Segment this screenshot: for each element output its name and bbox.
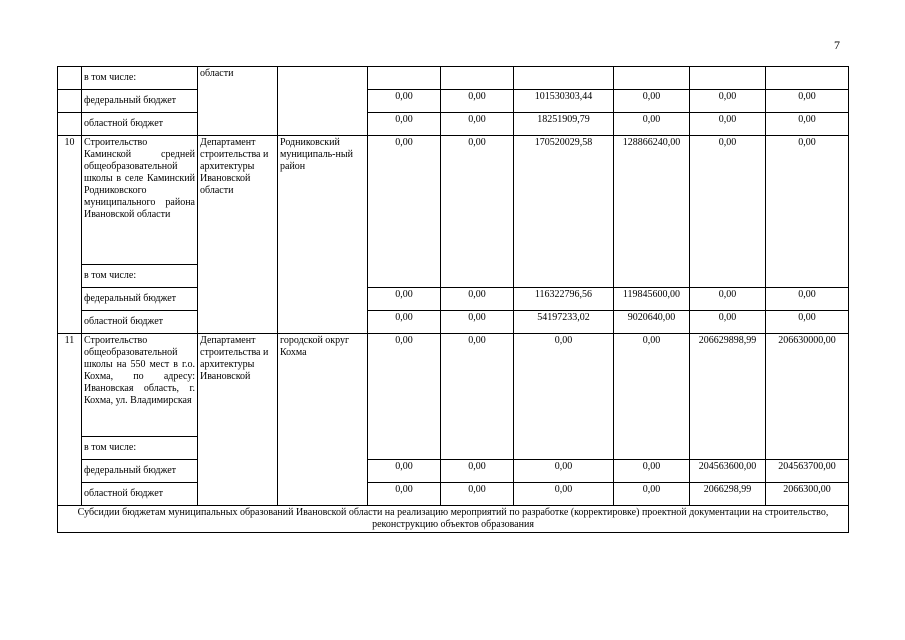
value-cell: 0,00 [514, 334, 614, 460]
value-cell: 0,00 [368, 136, 441, 288]
value-cell: 170520029,58 [514, 136, 614, 288]
row-label: в том числе: [82, 265, 198, 288]
value-cell: 0,00 [690, 136, 766, 288]
value-cell: 119845600,00 [614, 288, 690, 311]
value-cell: 0,00 [441, 460, 514, 483]
row-label: в том числе: [82, 437, 198, 460]
table-row [58, 334, 849, 437]
budget-table [57, 66, 849, 533]
index-cell: 11 [58, 334, 82, 506]
value-cell: 0,00 [441, 90, 514, 113]
index-cell [58, 113, 82, 136]
index-cell [58, 67, 82, 90]
value-cell: 0,00 [614, 90, 690, 113]
index-cell [58, 90, 82, 113]
value-cell: 204563600,00 [690, 460, 766, 483]
value-cell: 0,00 [766, 288, 849, 311]
row-label: федеральный бюджет [82, 288, 198, 311]
recipient-cell [278, 67, 368, 136]
executor-cell: области [198, 67, 278, 136]
value-cell: 206629898,99 [690, 334, 766, 460]
value-cell: 0,00 [368, 288, 441, 311]
project-name: Строительство Каминской средней общеобразовательной школы в селе Каминский Родниковского муниципального района Ивановской области [82, 136, 198, 265]
page-number: 7 [834, 38, 840, 52]
table-row [58, 67, 849, 90]
value-cell: 0,00 [368, 460, 441, 483]
executor-cell: Департамент строительства и архитектуры Ивановской [198, 334, 278, 506]
table-row [58, 136, 849, 265]
value-cell: 0,00 [766, 113, 849, 136]
value-cell [368, 67, 441, 90]
row-label: федеральный бюджет [82, 460, 198, 483]
table-row [58, 113, 849, 136]
value-cell: 0,00 [368, 483, 441, 506]
value-cell: 0,00 [614, 334, 690, 460]
value-cell: 0,00 [441, 311, 514, 334]
row-label: областной бюджет [82, 311, 198, 334]
value-cell: 0,00 [766, 311, 849, 334]
recipient-cell: городской округ Кохма [278, 334, 368, 506]
value-cell: 0,00 [766, 90, 849, 113]
value-cell: 116322796,56 [514, 288, 614, 311]
table-row [58, 288, 849, 311]
section-caption: Субсидии бюджетам муниципальных образований Ивановской области на реализацию мероприятий по разработке (корректировке) проектной документации на строительство, реконструкцию объектов образования [58, 506, 849, 533]
value-cell: 0,00 [514, 483, 614, 506]
table-body [58, 67, 849, 533]
value-cell [690, 67, 766, 90]
table-row [58, 506, 849, 533]
index-cell: 10 [58, 136, 82, 334]
value-cell [766, 67, 849, 90]
value-cell: 0,00 [690, 113, 766, 136]
row-label: областной бюджет [82, 113, 198, 136]
table-row [58, 311, 849, 334]
row-label: областной бюджет [82, 483, 198, 506]
project-name: Строительство общеобразовательной школы на 550 мест в г.о. Кохма, по адресу: Ивановская область, г. Кохма, ул. Владимирская [82, 334, 198, 437]
value-cell: 0,00 [368, 311, 441, 334]
value-cell: 0,00 [368, 113, 441, 136]
value-cell: 2066300,00 [766, 483, 849, 506]
value-cell: 0,00 [614, 113, 690, 136]
value-cell: 54197233,02 [514, 311, 614, 334]
executor-cell: Департамент строительства и архитектуры Ивановской области [198, 136, 278, 334]
value-cell: 0,00 [368, 90, 441, 113]
value-cell: 0,00 [368, 334, 441, 460]
row-label: в том числе: [82, 67, 198, 90]
value-cell: 0,00 [766, 136, 849, 288]
row-label: федеральный бюджет [82, 90, 198, 113]
value-cell [514, 67, 614, 90]
value-cell: 0,00 [614, 483, 690, 506]
value-cell: 18251909,79 [514, 113, 614, 136]
value-cell: 0,00 [441, 334, 514, 460]
value-cell: 0,00 [441, 288, 514, 311]
value-cell: 128866240,00 [614, 136, 690, 288]
table-row [58, 483, 849, 506]
table-row [58, 460, 849, 483]
recipient-cell: Родниковский муниципаль-ный район [278, 136, 368, 334]
value-cell: 0,00 [690, 90, 766, 113]
value-cell: 2066298,99 [690, 483, 766, 506]
value-cell: 0,00 [690, 288, 766, 311]
value-cell: 0,00 [441, 483, 514, 506]
value-cell: 0,00 [690, 311, 766, 334]
value-cell: 0,00 [441, 113, 514, 136]
value-cell: 0,00 [441, 136, 514, 288]
value-cell: 206630000,00 [766, 334, 849, 460]
value-cell [614, 67, 690, 90]
value-cell: 101530303,44 [514, 90, 614, 113]
value-cell [441, 67, 514, 90]
value-cell: 0,00 [514, 460, 614, 483]
value-cell: 0,00 [614, 460, 690, 483]
value-cell: 9020640,00 [614, 311, 690, 334]
value-cell: 204563700,00 [766, 460, 849, 483]
table-row [58, 90, 849, 113]
